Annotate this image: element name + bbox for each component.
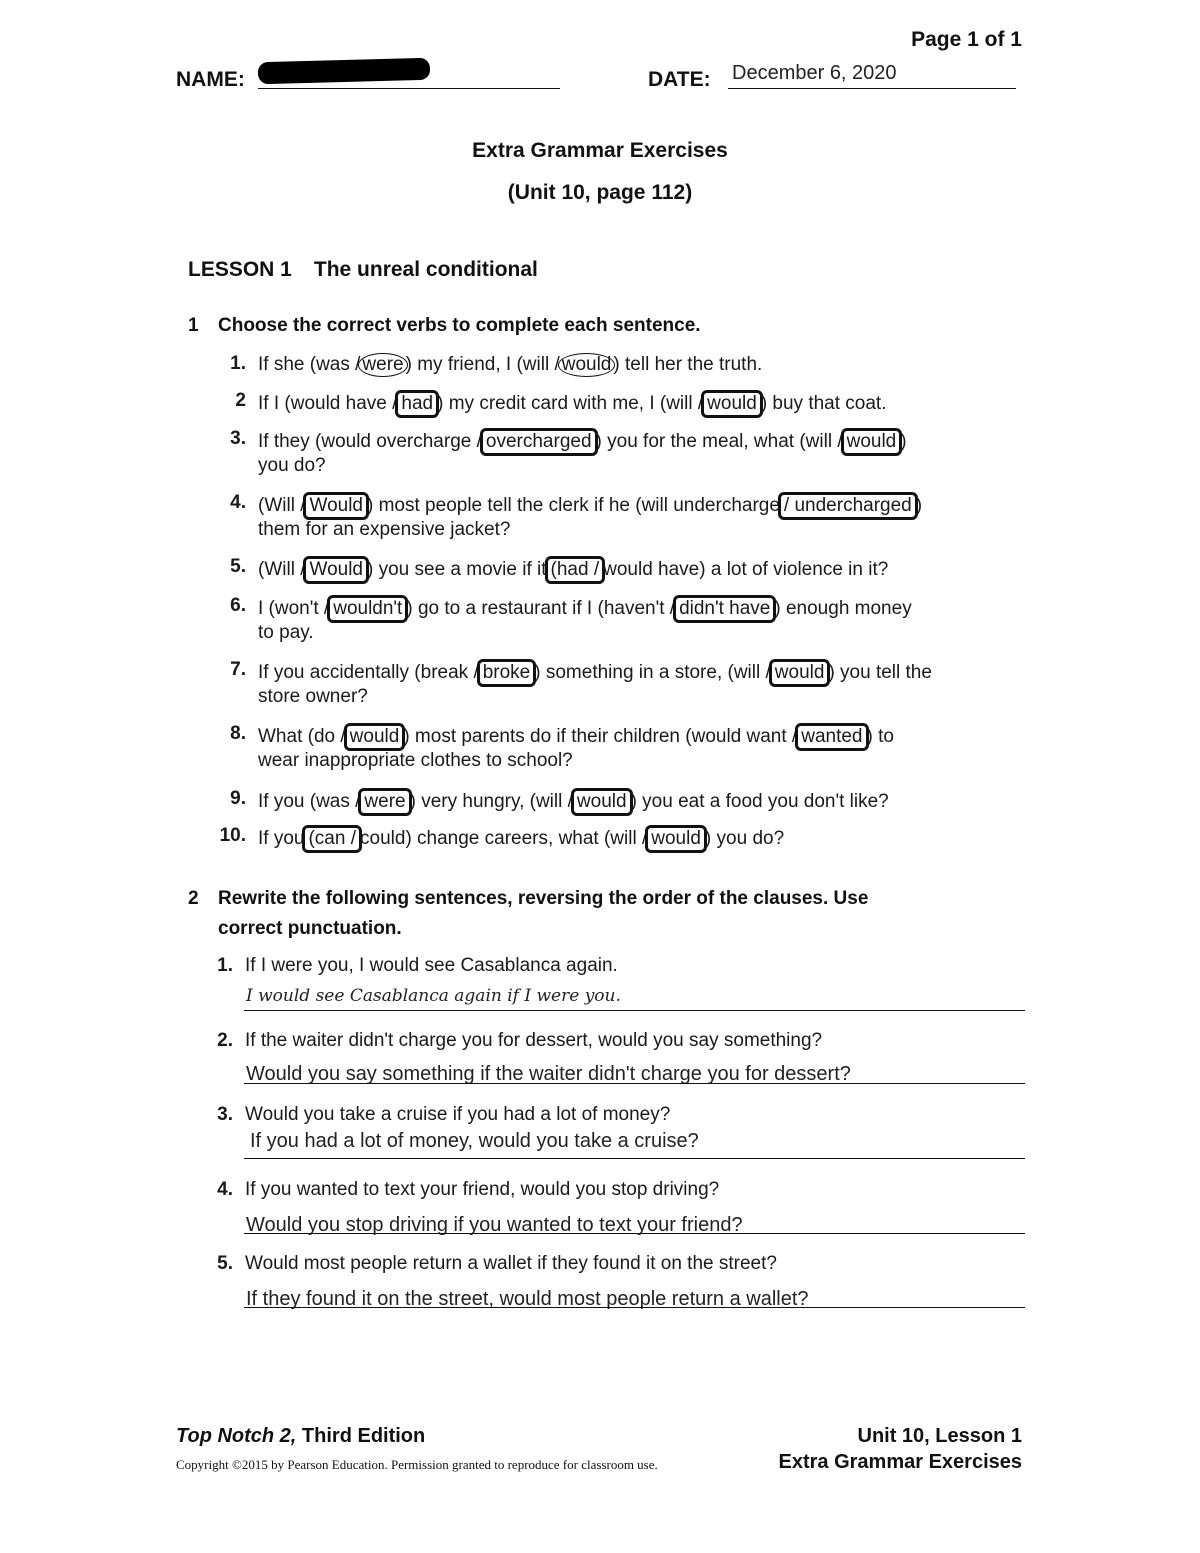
sentence-fragment: ): [915, 495, 923, 516]
item-number: 7.: [230, 659, 246, 680]
circled-answer: were: [358, 353, 407, 377]
footer-book-title: [176, 1425, 425, 1448]
sentence-fragment: ) you see a movie if it: [367, 559, 547, 580]
circled-answer: (had /: [545, 556, 606, 584]
item-sentence: [258, 428, 907, 456]
footer-unit: Unit 10, Lesson 1: [857, 1425, 1022, 1447]
footer-book-edition: Third Edition: [296, 1425, 426, 1447]
item-sentence: [258, 723, 894, 751]
item-number: 2: [235, 390, 246, 411]
circled-answer: overcharged: [480, 428, 598, 456]
item-number: 3.: [217, 1104, 233, 1125]
sentence-fragment: could) change careers, what (will /: [360, 828, 648, 849]
item-sentence: [258, 595, 912, 623]
sentence-fragment: ) enough money: [774, 598, 912, 619]
item-sentence-continued: them for an expensive jacket?: [258, 519, 511, 540]
sentence-fragment: ) my friend, I (will /: [405, 354, 560, 375]
item-number: 8.: [230, 723, 246, 744]
circled-answer: would: [558, 353, 616, 377]
circled-answer: wouldn't: [327, 595, 408, 623]
item-prompt: If you wanted to text your friend, would you stop driving?: [245, 1179, 720, 1200]
circled-answer: / undercharged: [778, 492, 918, 520]
sentence-fragment: ): [900, 431, 907, 452]
answer-text: Would you stop driving if you wanted to text your friend?: [246, 1214, 743, 1236]
circled-answer: would: [701, 390, 763, 418]
answer-line: [244, 1158, 1025, 1159]
circled-answer: would: [769, 659, 831, 687]
section2-instruction-line2: correct punctuation.: [218, 918, 402, 939]
sentence-fragment: If you accidentally (break /: [258, 662, 479, 683]
date-value: December 6, 2020: [732, 62, 897, 84]
section2-instruction-line1: Rewrite the following sentences, reversing the order of the clauses. Use: [218, 888, 869, 909]
date-label: DATE:: [648, 68, 711, 91]
sentence-fragment: ) something in a store, (will /: [534, 662, 771, 683]
section2-number: 2: [188, 888, 199, 909]
sentence-fragment: (Will /: [258, 495, 306, 516]
item-prompt: Would you take a cruise if you had a lot of money?: [245, 1104, 671, 1125]
sentence-fragment: I (won't /: [258, 598, 330, 619]
sentence-fragment: ) very hungry, (will /: [409, 791, 573, 812]
sentence-fragment: If she (was /: [258, 354, 361, 375]
footer-copyright: Copyright ©2015 by Pearson Education. Permission granted to reproduce for classroom use.: [176, 1457, 658, 1472]
answer-line: [244, 1010, 1025, 1011]
item-number: 6.: [230, 595, 246, 616]
item-number: 5.: [230, 556, 246, 577]
sentence-fragment: ) buy that coat.: [760, 393, 887, 414]
circled-answer: Would: [303, 492, 369, 520]
item-sentence-continued: to pay.: [258, 622, 314, 643]
sentence-fragment: If I (would have /: [258, 393, 398, 414]
page-number: Page 1 of 1: [911, 28, 1022, 51]
sentence-fragment: If they (would overcharge /: [258, 431, 482, 452]
item-sentence: [258, 788, 889, 816]
answer-line: [244, 1083, 1025, 1084]
answer-line: [244, 1307, 1025, 1308]
sentence-fragment: (Will /: [258, 559, 306, 580]
circled-answer: would: [344, 723, 406, 751]
item-sentence-continued: wear inappropriate clothes to school?: [258, 750, 573, 771]
circled-answer: would: [571, 788, 633, 816]
sentence-fragment: ) you for the meal, what (will /: [595, 431, 843, 452]
circled-answer: didn't have: [673, 595, 776, 623]
sentence-fragment: ) you tell the: [828, 662, 932, 683]
circled-answer: wanted: [795, 723, 868, 751]
circled-answer: had: [395, 390, 439, 418]
sentence-fragment: ) go to a restaurant if I (haven't /: [406, 598, 676, 619]
item-sentence: [258, 353, 762, 377]
item-number: 10.: [219, 825, 246, 846]
name-underline: [258, 88, 560, 89]
lesson-heading: [188, 258, 538, 282]
item-number: 1.: [217, 955, 233, 976]
sentence-fragment: ) tell her the truth.: [613, 354, 763, 375]
sentence-fragment: If you: [258, 828, 305, 849]
name-label: NAME:: [176, 68, 245, 91]
item-number: 5.: [217, 1253, 233, 1274]
circled-answer: broke: [477, 659, 537, 687]
item-sentence: [258, 659, 932, 687]
item-sentence: [258, 492, 922, 520]
section1-instruction: [188, 315, 701, 337]
worksheet-subtitle: (Unit 10, page 112): [507, 181, 693, 204]
answer-text: Would you say something if the waiter didn't charge you for dessert?: [246, 1063, 851, 1085]
section1-instruction-text: Choose the correct verbs to complete each sentence.: [218, 315, 701, 336]
sentence-fragment: ) most parents do if their children (would want /: [403, 726, 798, 747]
footer-extra: Extra Grammar Exercises: [778, 1451, 1022, 1473]
sentence-fragment: ) to: [866, 726, 894, 747]
answer-text: If they found it on the street, would most people return a wallet?: [246, 1288, 809, 1310]
section1-number: 1: [188, 315, 199, 336]
answer-text: If you had a lot of money, would you take a cruise?: [250, 1130, 699, 1152]
redacted-name: [258, 58, 431, 84]
item-number: 2.: [217, 1030, 233, 1051]
item-sentence: [258, 825, 784, 853]
item-number: 1.: [230, 353, 246, 374]
sentence-fragment: ) my credit card with me, I (will /: [437, 393, 704, 414]
lesson-title: The unreal conditional: [313, 258, 538, 281]
lesson-label: LESSON 1: [188, 258, 292, 281]
sentence-fragment: would have) a lot of violence in it?: [603, 559, 889, 580]
section2-instruction: [188, 888, 868, 910]
item-sentence-continued: you do?: [258, 455, 326, 476]
answer-line: [244, 1233, 1025, 1234]
sentence-fragment: ) you eat a food you don't like?: [630, 791, 889, 812]
circled-answer: (can /: [302, 825, 362, 853]
item-sentence: [258, 390, 887, 418]
item-sentence-continued: store owner?: [258, 686, 368, 707]
answer-text: I would see Casablanca again if I were you.: [246, 986, 621, 1006]
item-sentence: [258, 556, 888, 584]
circled-answer: would: [841, 428, 903, 456]
item-prompt: Would most people return a wallet if they found it on the street?: [245, 1253, 777, 1274]
sentence-fragment: What (do /: [258, 726, 346, 747]
sentence-fragment: ) you do?: [704, 828, 785, 849]
sentence-fragment: If you (was /: [258, 791, 361, 812]
footer-book-italic: Top Notch 2,: [176, 1425, 297, 1447]
item-number: 3.: [230, 428, 246, 449]
date-underline: [728, 88, 1016, 89]
circled-answer: Would: [303, 556, 369, 584]
sentence-fragment: ) most people tell the clerk if he (will undercharge: [367, 495, 780, 516]
item-number: 4.: [230, 492, 246, 513]
worksheet-title: Extra Grammar Exercises: [472, 139, 728, 162]
item-prompt: If the waiter didn't charge you for dessert, would you say something?: [245, 1030, 823, 1051]
circled-answer: would: [645, 825, 707, 853]
item-number: 4.: [217, 1179, 233, 1200]
circled-answer: were: [358, 788, 411, 816]
item-prompt: If I were you, I would see Casablanca again.: [245, 955, 618, 976]
item-number: 9.: [230, 788, 246, 809]
